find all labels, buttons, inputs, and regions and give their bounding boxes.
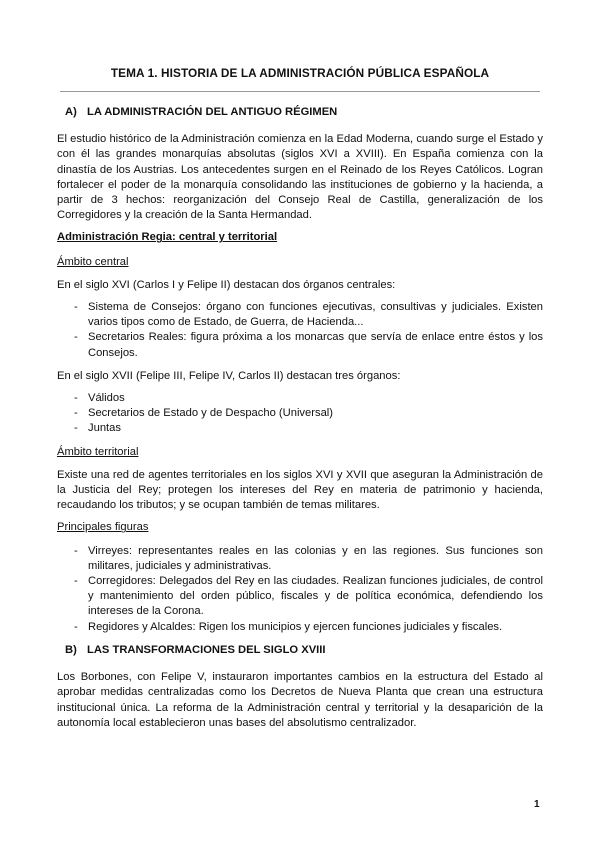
dash-bullet: - [74,620,78,633]
section-a-title: LA ADMINISTRACIÓN DEL ANTIGUO RÉGIMEN [87,106,338,118]
list-item: - Regidores y Alcaldes: Rigen los municipios y ejercen funciones judiciales y fiscales. [57,620,543,635]
siglo-xvi-intro: En el siglo XVI (Carlos I y Felipe II) destacan dos órganos centrales: [57,278,396,291]
list-item: - Juntas [57,421,543,436]
list-item: - Válidos [57,391,543,406]
section-b-letter: B) [65,643,77,656]
siglo-xvii-intro: En el siglo XVII (Felipe III, Felipe IV, Carlos II) destacan tres órganos: [57,369,401,382]
principales-figuras-list [57,544,543,635]
section-a-heading [57,105,543,120]
list-item: - Secretarios Reales: figura próxima a los monarcas que servía de enlace entre éstos y los Consejos. [74,331,543,359]
list-item: - Sistema de Consejos: órgano con funciones ejecutivas, consultivas y judiciales. Existen varios tipos como de Estado, de Guerra, de Hacienda... [74,301,543,329]
section-a-letter: A) [65,106,77,118]
title-divider [60,91,540,92]
list-item: - Secretarios de Estado y de Despacho (Universal) [57,406,543,421]
document-body [57,105,543,738]
dash-bullet: - [74,575,78,588]
section-b-text: Los Borbones, con Felipe V, instauraron importantes cambios en la estructura del Estado al aprobar medidas centralizadas como los Decretos de Nueva Planta que crean una estructura institucional única. La reforma de la Administración central y territorial y la desaparición de la autonomía local establecieron unas bases del absolutismo centralizador. [57,671,543,729]
section-b-heading [57,643,543,658]
siglo-xvi-list [57,300,543,361]
dash-bullet: - [74,407,78,420]
section-a-intro: El estudio histórico de la Administración comienza en la Edad Moderna, cuando surge el Estado y con él las grandes monarquías absolutas (siglos XVI a XVIII). En España comienza con la dinastía de los Austrias. Los antecedentes surgen en el Reinado de los Reyes Católicos. Logran fortalecer el poder de la monarquía consolidando las instituciones de gobierno y la hacienda, a partir de 3 hechos: reorganización del Consejo Real de Castilla, generalización de los Corregidores y la creación de la Santa Hermandad. [57,133,543,222]
administracion-regia-heading: Administración Regia: central y territorial [57,231,278,244]
dash-bullet: - [74,301,78,314]
section-b-title: LAS TRANSFORMACIONES DEL SIGLO XVIII [87,643,326,656]
ambito-territorial-label: Ámbito territorial [57,445,139,458]
document-title: TEMA 1. HISTORIA DE LA ADMINISTRACIÓN PÚBLICA ESPAÑOLA [110,66,490,80]
page-number: 1 [534,799,540,810]
dash-bullet: - [74,544,78,557]
dash-bullet: - [74,392,78,405]
principales-figuras-label: Principales figuras [57,521,149,534]
list-item: - Virreyes: representantes reales en las colonias y en las regiones. Sus funciones son militares, judiciales y administrativas. [74,544,543,572]
dash-bullet: - [74,331,78,344]
ambito-territorial-text: Existe una red de agentes territoriales en los siglos XVI y XVII que aseguran la Administración de la Justicia del Rey; protegen los intereses del Rey en materia de patrimonio y hacienda, recaudando los tributos; y se ocupan también de temas militares. [57,468,543,512]
ambito-central-label: Ámbito central [57,255,129,268]
dash-bullet: - [74,422,78,435]
list-item: - Corregidores: Delegados del Rey en las ciudades. Realizan funciones judiciales, de control y mantenimiento del orden público, fiscales y de política económica, defendiendo los intereses de la Corona. [74,575,543,618]
siglo-xvii-list [57,391,543,437]
